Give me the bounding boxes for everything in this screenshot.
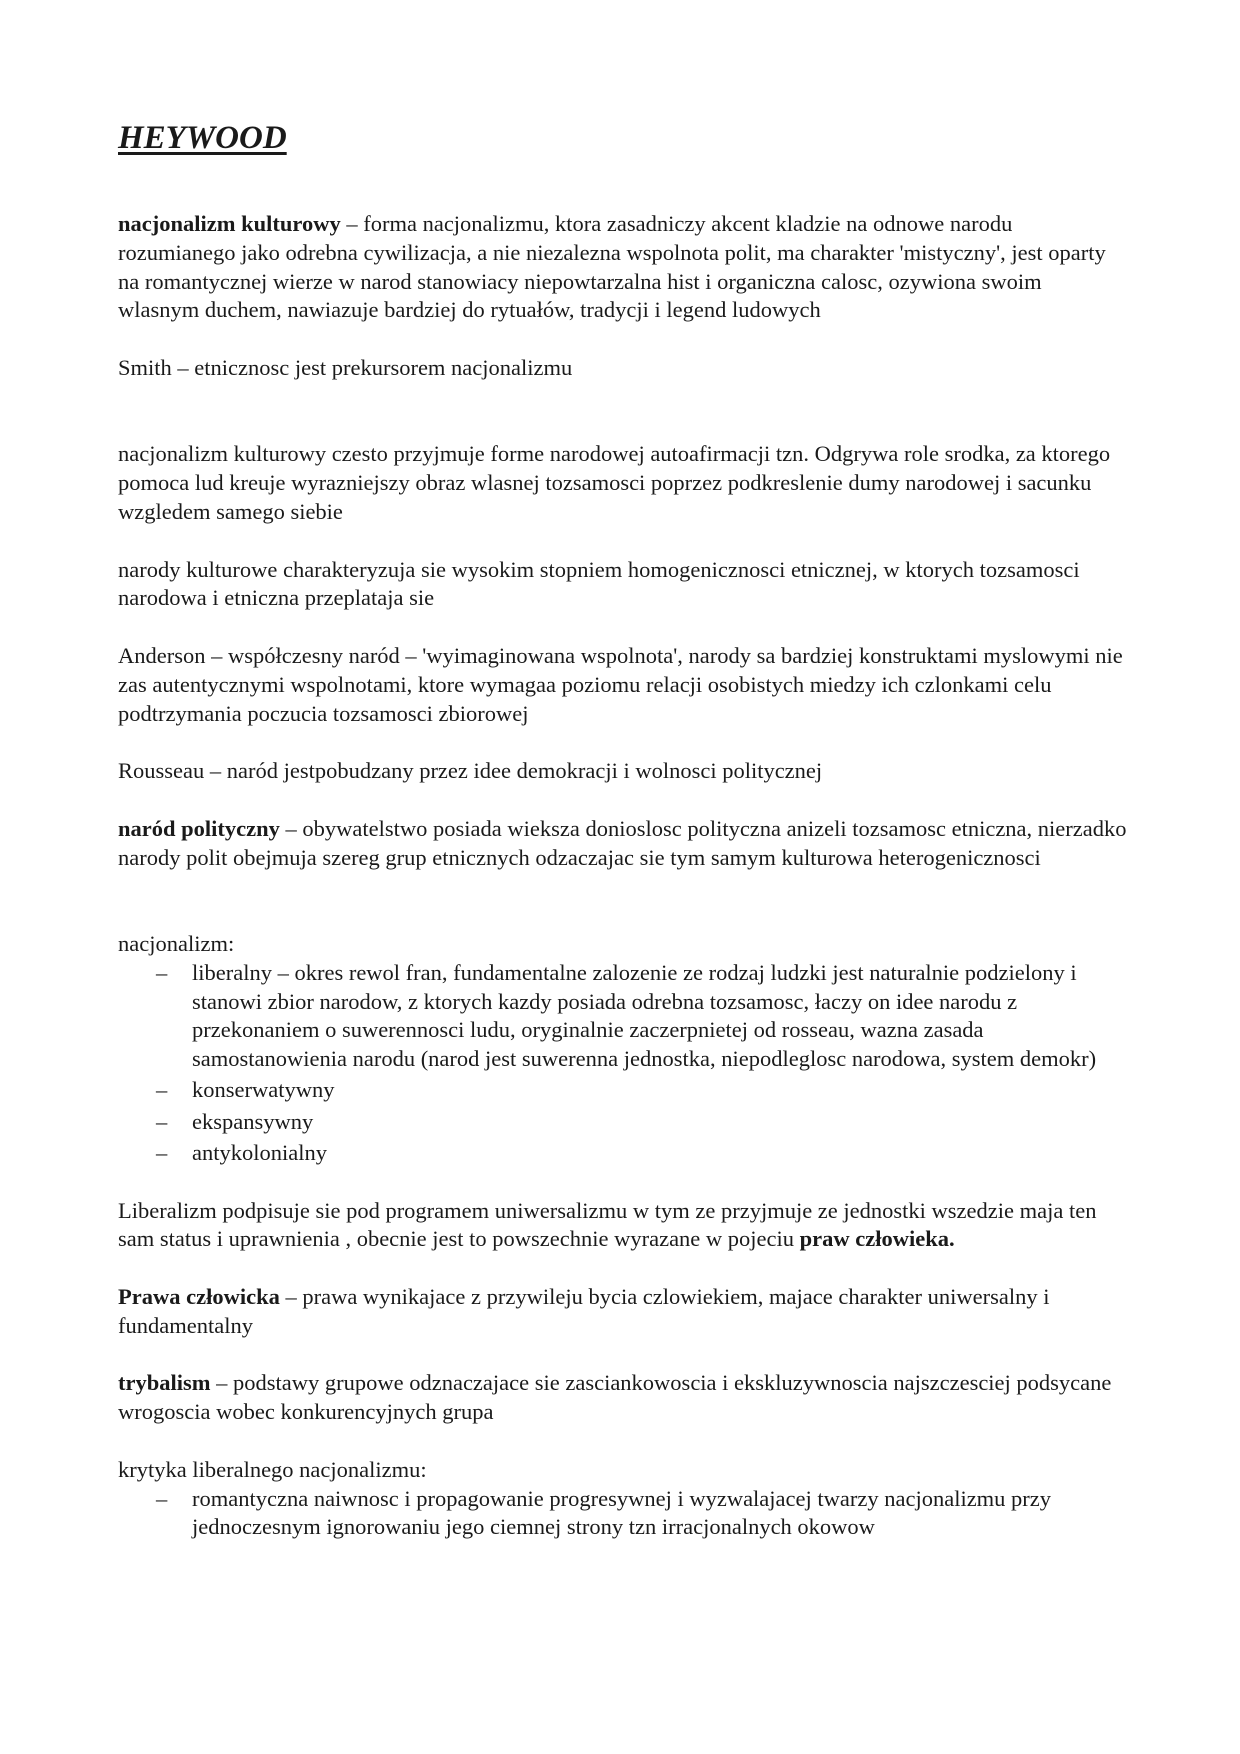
paragraph-smith: Smith – etnicznosc jest prekursorem nacjonalizmu: [118, 354, 573, 380]
list-item: [118, 1139, 1128, 1168]
list-heading-nacjonalizm: nacjonalizm:: [118, 930, 235, 956]
definition-prawa-czlowieka: – prawa wynikajace z przywileju bycia czlowiekiem, majace charakter uniwersalny i fundamentalny: [118, 1283, 1050, 1338]
dash-bullet: –: [156, 1485, 168, 1511]
dash-bullet: –: [156, 1140, 168, 1165]
paragraph-narody-kulturowe: narody kulturowe charakteryzuja sie wysokim stopniem homogenicznosci etnicznej, w ktorych tozsamosci narodowa i etniczna przeplataja sie: [118, 556, 1080, 611]
dash-bullet: –: [156, 959, 168, 985]
paragraph-prawa-czlowieka: [118, 1283, 1128, 1341]
paragraph-anderson: Anderson – współczesny naród – 'wyimaginowana wspolnota', narody sa bardziej konstruktami myslowymi nie zas autentycznymi wspolnotami, ktore wymagaa poziomu relacji osobistych miedzy ich czlonkami celu podtrzymania poczucia tozsamosci zbiorowej: [118, 642, 1123, 726]
term-praw-czlowieka: praw człowieka.: [799, 1226, 955, 1252]
list-heading-krytyka: krytyka liberalnego nacjonalizmu:: [118, 1456, 427, 1482]
list-krytyka: [118, 1485, 1128, 1543]
paragraph-nacjonalizm-kulturowy: [118, 210, 1128, 325]
paragraph-trybalism: [118, 1369, 1128, 1427]
list-item: [118, 1108, 1128, 1137]
list-item: [118, 1076, 1128, 1105]
list-item-text: konserwatywny: [192, 1077, 335, 1103]
list-nacjonalizm-types: [118, 959, 1128, 1168]
definition-trybalism: – podstawy grupowe odznaczajace sie zasciankowoscia i ekskluzywnoscia najszczesciej podsycane wrogoscia wobec konkurencyjnych grupa: [118, 1370, 1112, 1425]
list-item-text: liberalny – okres rewol fran, fundamentalne zalozenie ze rodzaj ludzki jest naturalnie podzielony i stanowi zbior narodow, z ktorych kazdy posiada odrebna tozsamosc, łaczy on idee narodu z przekonaniem o suwerennosci ludu, oryginalnie zaczerpnietej od rosseau, wazna zasada samostanowienia narodu (narod jest suwerenna jednostka, niepodleglosc narodowa, system demokr): [192, 959, 1097, 1072]
term-narod-polityczny: naród polityczny: [118, 815, 280, 841]
dash-bullet: –: [156, 1077, 168, 1103]
term-nacjonalizm-kulturowy: nacjonalizm kulturowy: [118, 211, 341, 236]
liberalizm-text: Liberalizm podpisuje sie pod programem uniwersalizmu w tym ze przyjmuje ze jednostki wszedzie maja ten sam status i uprawnienia , obecnie jest to powszechnie wyrazane w pojeciu: [118, 1197, 1097, 1252]
document-page: [118, 118, 1128, 1571]
paragraph-autoafirmacja: nacjonalizm kulturowy czesto przyjmuje forme narodowej autoafirmacji tzn. Odgrywa role srodka, za ktorego pomoca lud kreuje wyrazniejszy obraz wlasnej tozsamosci poprzez podkreslenie dumy narodowej i sacunku wzgledem samego siebie: [118, 441, 1111, 524]
document-title: HEYWOOD: [118, 120, 287, 156]
paragraph-liberalizm: [118, 1197, 1128, 1255]
paragraph-narod-polityczny: [118, 815, 1128, 873]
list-item: [118, 1485, 1128, 1543]
term-prawa-czlowieka: Prawa człowicka: [118, 1283, 280, 1309]
list-item-text: antykolonialny: [192, 1140, 327, 1165]
list-item: [118, 959, 1128, 1074]
term-trybalism: trybalism: [118, 1370, 211, 1396]
list-item-text: ekspansywny: [192, 1108, 314, 1134]
paragraph-rousseau: Rousseau – naród jestpobudzany przez idee demokracji i wolnosci politycznej: [118, 758, 823, 784]
list-item-text: romantyczna naiwnosc i propagowanie progresywnej i wyzwalajacej twarzy nacjonalizmu przy jednoczesnym ignorowaniu jego ciemnej strony tzn irracjonalnych okowow: [192, 1485, 1052, 1540]
definition-nacjonalizm-kulturowy: – forma nacjonalizmu, ktora zasadniczy akcent kladzie na odnowe narodu rozumianego jako odrebna cywilizacja, a nie niezalezna wspolnota polit, ma charakter 'mistyczny', jest oparty na romantycznej wierze w narod stanowiacy niepowtarzalna hist i organiczna calosc, ozywiona swoim wlasnym duchem, nawiazuje bardziej do rytuałów, tradycji i legend ludowych: [118, 211, 1106, 323]
dash-bullet: –: [156, 1108, 168, 1134]
definition-narod-polityczny: – obywatelstwo posiada wieksza donioslosc polityczna anizeli tozsamosc etniczna, nierzadko narody polit obejmuja szereg grup etnicznych odzaczajac sie tym samym kulturowa heterogenicznosci: [118, 815, 1127, 870]
